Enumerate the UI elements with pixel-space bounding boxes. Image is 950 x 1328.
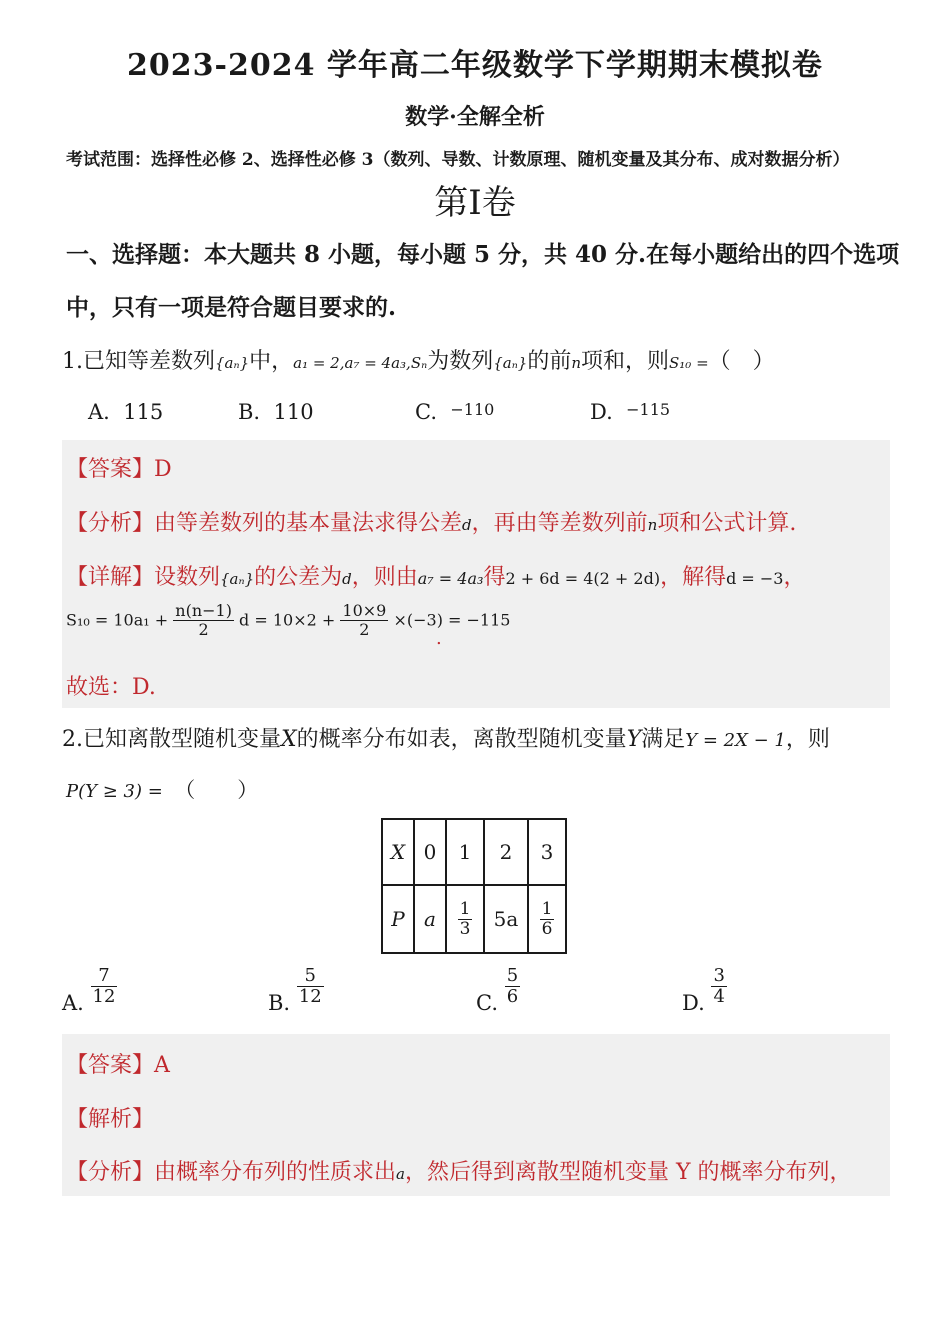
paper-title: 2023-2024 学年高二年级数学下学期期末模拟卷: [127, 48, 823, 83]
q1-text-4: 的前: [527, 349, 572, 374]
q1-conclusion: 故选：D.: [66, 675, 156, 700]
q1-text-3: 为数列: [427, 349, 494, 374]
q1-fraction-2: $\frac{10\times 9}{2}$: [342, 601, 387, 639]
q2-probability: P(Y ≥ 3) = （ ）: [66, 778, 259, 802]
question-1-stem: [62, 344, 775, 375]
q1-fraction-1: $\frac{n(n-1)}{2}$: [175, 601, 232, 639]
table-fraction-1-6: $\frac{1}{6}$: [541, 898, 553, 939]
q1-answer: 【答案】D: [66, 457, 172, 482]
q1-detail: 【详解】设数列{aₙ}的公差为d，则由a₇ = 4a₃得2 + 6d = 4(2 + 2d)，解得d = −3，: [66, 565, 806, 590]
q1-option-a: A. 115: [88, 400, 164, 424]
exam-scope: 考试范围：选择性必修 2、选择性必修 3（数列、导数、计数原理、随机变量及其分布、成对数据分析）: [66, 150, 850, 170]
q2-analysis: 【分析】由概率分布列的性质求出a，然后得到离散型随机变量 Y 的概率分布列，: [66, 1160, 852, 1185]
q1-option-d: D. −115: [590, 400, 671, 424]
q2-jiexi: 【解析】: [66, 1107, 155, 1132]
q1-sequence-2: {aₙ}: [493, 354, 528, 372]
q1-text-5: 项和，则: [581, 349, 670, 374]
question-2-stem: 2.已知离散型随机变量X的概率分布如表，离散型随机变量Y满足Y = 2X − 1，则: [62, 727, 830, 752]
q1-option-b: B. 110: [238, 400, 314, 424]
q1-sum-period: .: [436, 628, 442, 649]
q2-option-b: B. $\frac{5}{12}$: [268, 965, 322, 1015]
section-instructions-line2: 中，只有一项是符合题目要求的.: [66, 294, 397, 321]
q1-s10: S₁₀ =: [669, 354, 709, 372]
q2-option-d: D. $\frac{3}{4}$: [682, 965, 725, 1015]
q1-n: n: [571, 354, 581, 372]
q1-sum-formula: S₁₀ = 10a₁ + $\frac{n(n-1)}{2}$ d = 10×2 + $\frac{10\times 9}{2}$ ×(−3) = −115: [66, 601, 511, 639]
q1-text-1: 1.已知等差数列: [62, 349, 215, 374]
table-fraction-1-3: $\frac{1}{3}$: [459, 898, 471, 939]
table-row-x: X 0 1 2 3: [382, 819, 566, 885]
q1-sequence: {aₙ}: [215, 354, 250, 372]
q1-option-c: C. −110: [415, 400, 495, 424]
q1-paren: （ ）: [708, 349, 775, 374]
q1-text-2: 中，: [249, 349, 294, 374]
q1-analysis: 【分析】由等差数列的基本量法求得公差d，再由等差数列前n项和公式计算.: [66, 511, 797, 536]
q2-answer: 【答案】A: [66, 1053, 170, 1078]
table-row-p: P a $\frac{1}{3}$ 5a $\frac{1}{6}$: [382, 885, 566, 953]
q2-option-a: A. $\frac{7}{12}$: [62, 965, 116, 1015]
q1-conditions: a₁ = 2,a₇ = 4a₃,Sₙ: [293, 354, 428, 372]
section-instructions-line1: 一、选择题：本大题共 8 小题，每小题 5 分，共 40 分.在每小题给出的四个选项: [66, 241, 900, 268]
distribution-table: [381, 818, 567, 954]
paper-subtitle: 数学·全解全析: [405, 104, 545, 130]
volume-heading: 第I卷: [434, 183, 516, 223]
q2-option-c: C. $\frac{5}{6}$: [476, 965, 519, 1015]
